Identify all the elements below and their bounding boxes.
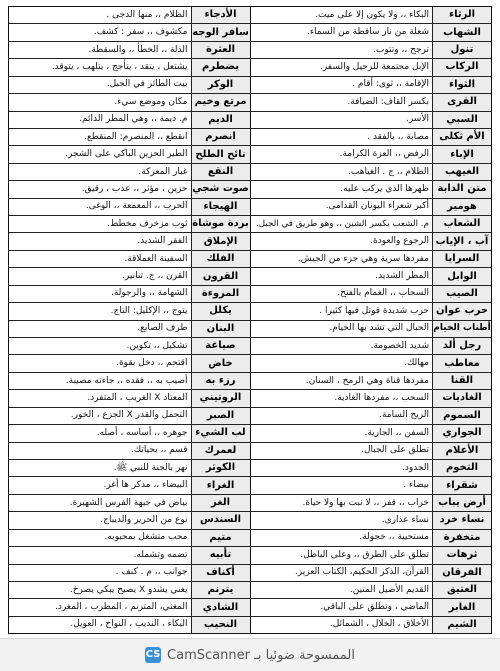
vocab-meaning: الأخلاق ، الخلال ، الشمائل. xyxy=(329,619,429,630)
vocab-row xyxy=(9,355,250,372)
vocab-meaning: شديد الخصومة. xyxy=(370,340,429,351)
vocab-word: لب الشيء xyxy=(191,425,250,441)
vocab-word: الشادي xyxy=(191,599,250,615)
vocab-meaning: انقطع ،، المنصرم: المنقطع. xyxy=(84,131,188,142)
vocab-word: الصيب xyxy=(432,286,491,302)
vocab-word: نساء خرد xyxy=(432,512,491,528)
vocab-row xyxy=(9,338,250,355)
vocab-row xyxy=(9,199,250,216)
vocab-meaning: غبار المعركة. xyxy=(138,166,188,177)
vocab-word: أكناف xyxy=(191,565,250,581)
vocab-row xyxy=(251,495,492,512)
vocab-word: القرى xyxy=(432,94,491,110)
vocab-meaning: الظلام ،، ج . الغياهب. xyxy=(348,166,429,177)
vocab-row xyxy=(9,460,250,477)
vocab-meaning: اقتحم ،، دخل بقوة. xyxy=(116,358,188,369)
vocab-word: الأعلام xyxy=(432,443,491,459)
vocab-row xyxy=(9,495,250,512)
vocab-meaning: الأسر. xyxy=(405,114,429,125)
vocab-row xyxy=(251,303,492,320)
vocab-word: الأم ثكلى xyxy=(432,129,491,145)
vocab-meaning: مفردها قناة وهي الرمح ، السنان. xyxy=(305,375,429,386)
vocab-row xyxy=(9,146,250,163)
vocab-meaning: محب متشغل بمحبوبه. xyxy=(104,532,188,543)
vocab-word: آب ، الإياب xyxy=(432,233,491,249)
vocab-meaning: الإبل مجتمعة للرحيل والسفر. xyxy=(319,61,429,72)
vocab-row xyxy=(251,199,492,216)
vocab-meaning: ثوب مزخرف مخطط. xyxy=(107,218,188,229)
vocab-meaning: البكاء ، النديب ، النواح ، العويل. xyxy=(70,619,188,630)
vocab-row xyxy=(251,565,492,582)
left-column xyxy=(9,7,250,633)
vocab-word: يكلل xyxy=(191,303,250,319)
vocab-row xyxy=(9,164,250,181)
vocab-meaning: القديم الأصيل المتين. xyxy=(349,584,429,595)
vocab-meaning: الشهامة ،، والرجولة. xyxy=(110,288,188,299)
vocab-row xyxy=(9,42,250,59)
vocab-meaning: البيضاء ،، مذكر ها أغر. xyxy=(103,480,188,491)
vocab-row xyxy=(9,443,250,460)
vocab-word: الأدجاء xyxy=(191,7,250,23)
vocab-word: حرب عوان xyxy=(432,303,491,319)
vocab-word: العثرة xyxy=(191,42,250,58)
vocab-meaning: طرف الصابع. xyxy=(137,323,188,334)
vocab-row xyxy=(9,129,250,146)
vocab-meaning: بياض في جبهة الفرس الشهيرة. xyxy=(69,497,188,508)
vocab-word: خاض xyxy=(191,355,250,371)
vocab-meaning: الحدود. xyxy=(402,462,429,473)
vocab-row xyxy=(251,94,492,111)
vocab-row xyxy=(9,94,250,111)
vocab-word: صوت شجي xyxy=(191,181,250,197)
vocab-row xyxy=(251,24,492,41)
vocab-row xyxy=(9,268,250,285)
vocab-word: السندس xyxy=(191,512,250,528)
vocab-word: الفرقان xyxy=(432,565,491,581)
vocab-row xyxy=(251,233,492,250)
vocab-meaning: نهر بالجنة للنبي ﷺ. xyxy=(113,462,188,473)
vocab-word: الوكر xyxy=(191,77,250,93)
vocab-word: أرض يباب xyxy=(432,495,491,511)
vocab-row xyxy=(251,338,492,355)
vocab-row xyxy=(9,425,250,442)
vocab-word: تأبيه xyxy=(191,547,250,563)
vocab-row xyxy=(9,77,250,94)
vocab-row xyxy=(251,59,492,76)
vocab-word: مرتع وخيم xyxy=(191,94,250,110)
vocab-word: صياغة xyxy=(191,338,250,354)
vocab-word: الغراء xyxy=(191,477,250,493)
vocab-row xyxy=(9,7,250,24)
vocab-row xyxy=(251,251,492,268)
vocab-row xyxy=(9,181,250,198)
vocab-word: متن الدابة xyxy=(432,181,491,197)
vocab-word: لعمرك xyxy=(191,443,250,459)
vocab-word: الشعاب xyxy=(432,216,491,232)
vocab-row xyxy=(9,390,250,407)
vocab-row xyxy=(9,477,250,494)
vocab-word: الإملاق xyxy=(191,233,250,249)
vocab-meaning: مكان وموضع سيء. xyxy=(114,96,188,107)
vocab-meaning: الذلة ،، الخطأ ،، والسقطة. xyxy=(88,44,188,55)
vocab-meaning: جوهره ،، أساسه ، أصله. xyxy=(96,427,188,438)
vocab-word: ثرهات xyxy=(432,547,491,563)
vocab-word: العتيق xyxy=(432,582,491,598)
vocab-row xyxy=(9,321,250,338)
vocab-word: أطناب الخيام xyxy=(432,321,491,337)
vocab-row xyxy=(251,477,492,494)
vocab-word: متيم xyxy=(191,530,250,546)
vocab-word: الغاديات xyxy=(432,390,491,406)
vocab-meaning: خراب ،، قفر ،، لا نبت بها ولا حياة. xyxy=(302,497,429,508)
vocab-meaning: مكشوف ،، سفر : كشف. xyxy=(93,27,188,38)
vocab-meaning: يتوج ،، الإكليل: التاج. xyxy=(110,305,188,316)
vocab-row xyxy=(9,373,250,390)
vocab-meaning: الماضي ، وتطلق على الباقي. xyxy=(320,602,429,613)
vocabulary-sheet xyxy=(8,6,492,634)
vocab-row xyxy=(251,268,492,285)
vocab-meaning: أصيب به ،، فقده ،، جاءته مصيبة. xyxy=(65,375,188,386)
vocab-word: الشهاب xyxy=(432,24,491,40)
vocab-row xyxy=(9,24,250,41)
vocab-meaning: تطلق على الطرق ،، وعلى الباطل. xyxy=(300,549,429,560)
vocab-meaning: الإقامة ،، ثوى: أقام . xyxy=(352,79,429,90)
vocab-word: تنول xyxy=(432,42,491,58)
vocab-row xyxy=(9,251,250,268)
vocab-meaning: السفينة العملاقة. xyxy=(124,253,188,264)
vocab-row xyxy=(251,547,492,564)
vocab-meaning: م. ديمة ،، وهي المطر الدائم. xyxy=(79,114,188,125)
vocab-meaning: مصابة ،، بالفقد . xyxy=(367,131,429,142)
vocab-meaning: يشتعل ، يتقد ، يتأجج ، يتلهب ، يتوقد. xyxy=(51,61,188,72)
vocab-meaning: القرآن، الذكر الحكيم، الكتاب العزيز. xyxy=(294,567,429,578)
vocab-word: الروتيني xyxy=(191,390,250,406)
right-column xyxy=(250,7,492,633)
vocab-meaning: مفردها سرية وهي جزء من الجيش. xyxy=(297,253,429,264)
vocab-row xyxy=(251,425,492,442)
vocab-word: رجل ألد xyxy=(432,338,491,354)
vocab-row xyxy=(251,286,492,303)
vocab-word: الغيهب xyxy=(432,164,491,180)
vocab-row xyxy=(9,512,250,529)
vocab-meaning: ظهرها الذي يركب عليه. xyxy=(340,183,429,194)
vocab-word: الصبر xyxy=(191,408,250,424)
vocab-row xyxy=(251,355,492,372)
vocab-meaning: السحب ،، مفردها الغادية. xyxy=(334,392,429,403)
vocab-meaning: ترجح ،، وتتوب. xyxy=(373,44,429,55)
vocab-word: يترنم xyxy=(191,582,250,598)
vocab-row xyxy=(251,42,492,59)
vocab-word: السبي xyxy=(432,112,491,128)
vocab-word: الركاب xyxy=(432,59,491,75)
vocab-row xyxy=(251,530,492,547)
vocab-row xyxy=(251,164,492,181)
vocab-row xyxy=(251,181,492,198)
vocab-meaning: بيضاء . xyxy=(403,480,429,491)
vocab-row xyxy=(9,530,250,547)
vocab-row xyxy=(9,617,250,633)
vocab-word: رزء به xyxy=(191,373,250,389)
vocab-row xyxy=(251,408,492,425)
vocab-meaning: بكسر القاف: الضيافة. xyxy=(347,96,429,107)
vocab-meaning: الريح السامة. xyxy=(379,410,429,421)
vocab-meaning: التحمل والقدر X الجزع ، الخور. xyxy=(70,410,188,421)
vocab-row xyxy=(9,59,250,76)
vocab-meaning: قسم ،، بحياتك. xyxy=(130,445,188,456)
vocab-row xyxy=(251,443,492,460)
vocab-word: يضطرم xyxy=(191,59,250,75)
vocab-row xyxy=(251,112,492,129)
vocab-word: السموم xyxy=(432,408,491,424)
vocab-meaning: السفن ،، الجارية. xyxy=(364,427,429,438)
vocab-meaning: حزين ، مؤثر ،، عذب ، رقيق. xyxy=(81,183,188,194)
vocab-meaning: الحبال التي تشد بها الخيام. xyxy=(329,323,429,334)
vocab-row xyxy=(9,112,250,129)
vocab-meaning: الطير الحزين الباكي على الشجر. xyxy=(65,149,188,160)
vocab-meaning: السحاب ،، الغمام بالفتح. xyxy=(337,288,429,299)
vocab-word: الوابل xyxy=(432,268,491,284)
vocab-row xyxy=(9,582,250,599)
vocab-meaning: أكبر شعراء اليونان القدامى. xyxy=(325,201,429,212)
vocab-row xyxy=(9,408,250,425)
vocab-meaning: نوع من الحرير والديباج. xyxy=(100,514,188,525)
vocab-meaning: م. الشعب بكسر الشين ،، وهو طريق في الجبل. xyxy=(255,218,429,229)
vocab-meaning: الظلام ،، منها الدجى . xyxy=(106,9,188,20)
vocab-word: الكوثر xyxy=(191,460,250,476)
vocab-row xyxy=(251,512,492,529)
vocab-word: نائح الطلح xyxy=(191,146,250,162)
vocab-row xyxy=(251,599,492,616)
vocab-word: الجواري xyxy=(432,425,491,441)
vocab-meaning: مستحيية ،، خجولة. xyxy=(359,532,429,543)
vocab-meaning: بيت الطائر في الجبل. xyxy=(106,79,188,90)
watermark-text: الممسوحة ضوئيا بـ CamScanner xyxy=(167,647,355,663)
vocab-word: بردة موشاة xyxy=(191,216,250,232)
vocab-row xyxy=(251,216,492,233)
vocab-meaning: البكاء ،، ولا يكون إلا على ميت. xyxy=(315,9,429,20)
vocab-word: الرثاء xyxy=(432,7,491,23)
vocab-meaning: تشكيل ،، تكوين. xyxy=(126,340,188,351)
vocab-word: هومير xyxy=(432,199,491,215)
vocab-row xyxy=(9,303,250,320)
vocab-word: التخوم xyxy=(432,460,491,476)
vocab-word: الشيم xyxy=(432,617,491,633)
camscanner-logo-icon: CS xyxy=(145,647,161,663)
vocab-meaning: شعلة من نار ساقطة من السماء. xyxy=(306,27,429,38)
vocab-word: المروءة xyxy=(191,286,250,302)
vocab-meaning: يغني يشدو X يصيح يبكي يصرخ. xyxy=(69,584,188,595)
vocab-word: الديم xyxy=(191,112,250,128)
vocab-meaning: تضمه وتشمله. xyxy=(133,549,188,560)
vocab-word: الفلك xyxy=(191,251,250,267)
vocab-row xyxy=(251,321,492,338)
vocab-word: متخفرة xyxy=(432,530,491,546)
vocab-row xyxy=(9,216,250,233)
vocab-word: انصرم xyxy=(191,129,250,145)
vocab-row xyxy=(9,286,250,303)
vocab-word: القرون xyxy=(191,268,250,284)
vocab-meaning: مهالك. xyxy=(404,358,429,369)
vocab-row xyxy=(9,565,250,582)
vocab-row xyxy=(251,390,492,407)
vocab-meaning: تطلق على الجبال. xyxy=(361,445,429,456)
vocab-word: سافر الوجه xyxy=(191,24,250,40)
vocab-meaning: المعتاد X الغريب ، المتفرد. xyxy=(87,392,188,403)
vocab-row xyxy=(251,373,492,390)
vocab-row xyxy=(251,460,492,477)
vocab-word: الإباء xyxy=(432,146,491,162)
vocab-row xyxy=(251,77,492,94)
camscanner-watermark xyxy=(0,638,500,671)
vocab-meaning: حرب شديدة قوتل فيها كثيرا . xyxy=(319,305,429,316)
vocab-word: شقراء xyxy=(432,477,491,493)
vocab-row xyxy=(251,7,492,24)
vocab-meaning: المطر الشديد. xyxy=(375,271,429,282)
vocab-word: الغر xyxy=(191,495,250,511)
vocab-row xyxy=(251,146,492,163)
vocab-meaning: القرن ،، ج. تنانير. xyxy=(122,271,188,282)
vocab-row xyxy=(9,599,250,616)
vocab-meaning: الرجوع والعودة. xyxy=(370,236,429,247)
vocab-meaning: المغني، المترنم ، المطرب ، المغرد. xyxy=(54,602,188,613)
vocab-word: الثواء xyxy=(432,77,491,93)
vocab-word: النحيب xyxy=(191,617,250,633)
vocab-word: النقع xyxy=(191,164,250,180)
vocab-row xyxy=(251,129,492,146)
vocab-word: البنان xyxy=(191,321,250,337)
vocab-word: القنا xyxy=(432,373,491,389)
vocab-row xyxy=(9,547,250,564)
vocab-meaning: الفقر الشديد. xyxy=(137,236,188,247)
vocab-row xyxy=(251,582,492,599)
vocab-word: الغابر xyxy=(432,599,491,615)
vocab-word: السرايا xyxy=(432,251,491,267)
vocab-word: معاطب xyxy=(432,355,491,371)
vocab-meaning: نساء عذارى. xyxy=(381,514,429,525)
vocab-meaning: الرفض ،، العزة الكرامة. xyxy=(339,149,429,160)
vocab-meaning: الحرب ،، المعمعة ،، الوغى. xyxy=(85,201,188,212)
vocab-row xyxy=(9,233,250,250)
vocab-word: الهيجاء xyxy=(191,199,250,215)
vocab-row xyxy=(251,617,492,633)
vocab-meaning: جوانب ،، م . كنف . xyxy=(115,567,188,578)
